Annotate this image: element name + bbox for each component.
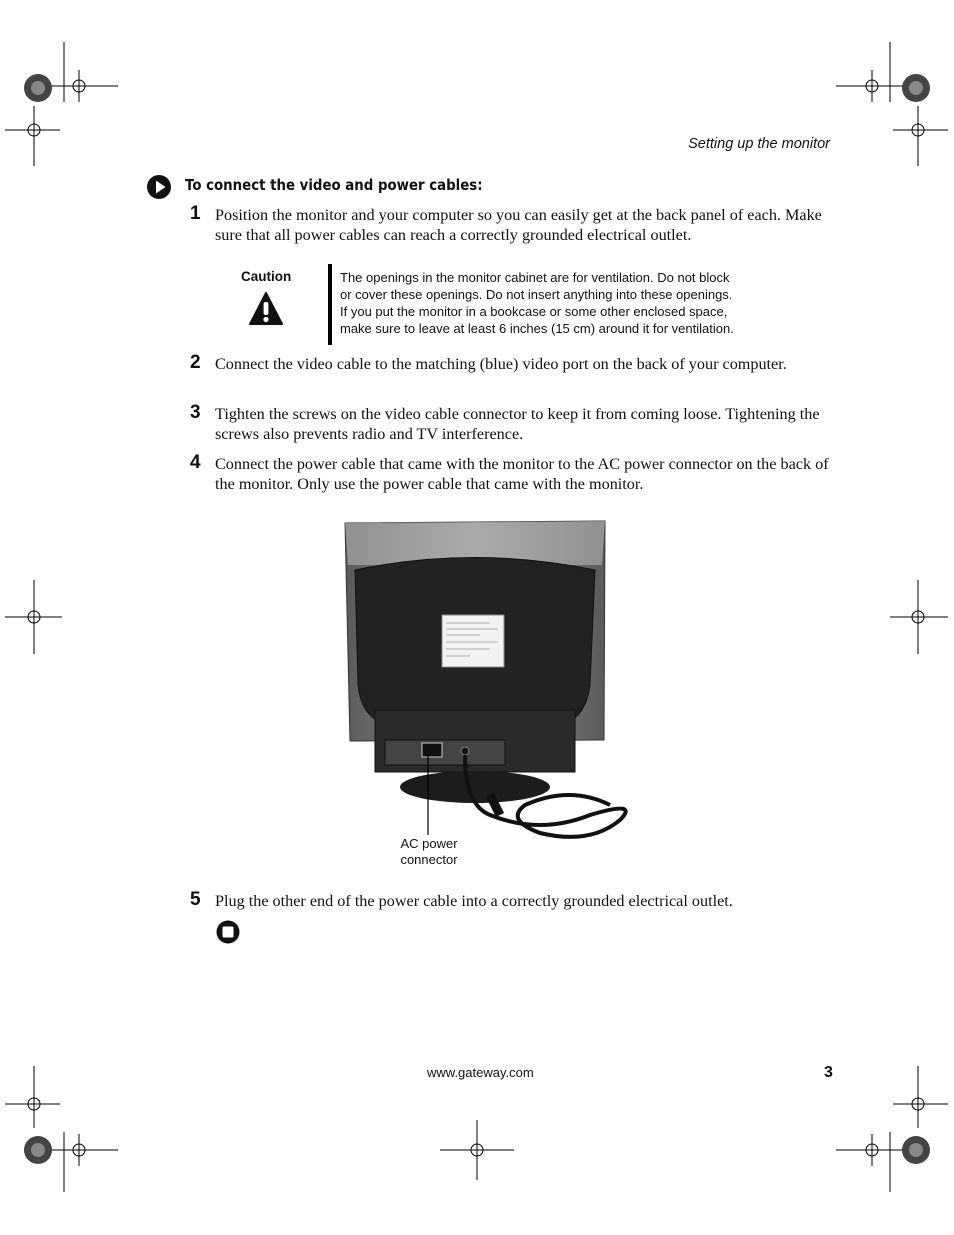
callout-line: connector (400, 851, 458, 867)
caution-text (340, 269, 780, 337)
step-number: 2 (190, 352, 201, 373)
step-number: 3 (190, 402, 201, 423)
callout-line: AC power (400, 836, 458, 851)
figure-callout-label (388, 836, 470, 867)
step-text: Plug the other end of the power cable into a correctly grounded electrical outlet. (215, 892, 733, 910)
monitor-back-illustration (340, 515, 650, 855)
stop-square-icon (216, 920, 240, 944)
caution-divider (328, 264, 332, 345)
step-text: Connect the power cable that came with the monitor to the AC power connector on the back of the monitor. Only use the power cable that came with the monitor. (215, 455, 829, 493)
caution-line: If you put the monitor in a bookcase or some other enclosed space, (340, 304, 728, 319)
caution-label: Caution (241, 269, 292, 284)
step-text: Position the monitor and your computer so you can easily get at the back panel of each. Make sure that all power cables can reach a correctly grounded electrical outlet. (215, 206, 822, 244)
step-number: 4 (190, 452, 201, 473)
procedure-heading: To connect the video and power cables: (185, 176, 483, 194)
running-header: Setting up the monitor (688, 136, 830, 152)
step-number: 1 (190, 203, 201, 224)
play-arrow-icon (146, 174, 172, 200)
step-text: Connect the video cable to the matching (blue) video port on the back of your computer. (215, 355, 787, 373)
step-number: 5 (190, 889, 201, 910)
caution-line: The openings in the monitor cabinet are for ventilation. Do not block (340, 270, 730, 285)
caution-line: or cover these openings. Do not insert anything into these openings. (340, 287, 733, 302)
page-number: 3 (824, 1064, 833, 1081)
step-text: Tighten the screws on the video cable connector to keep it from coming loose. Tightening the screws also prevents radio and TV interference. (215, 405, 820, 443)
caution-line: make sure to leave at least 6 inches (15 cm) around it for ventilation. (340, 321, 734, 336)
footer-url: www.gateway.com (427, 1065, 534, 1080)
warning-triangle-icon (248, 291, 284, 327)
